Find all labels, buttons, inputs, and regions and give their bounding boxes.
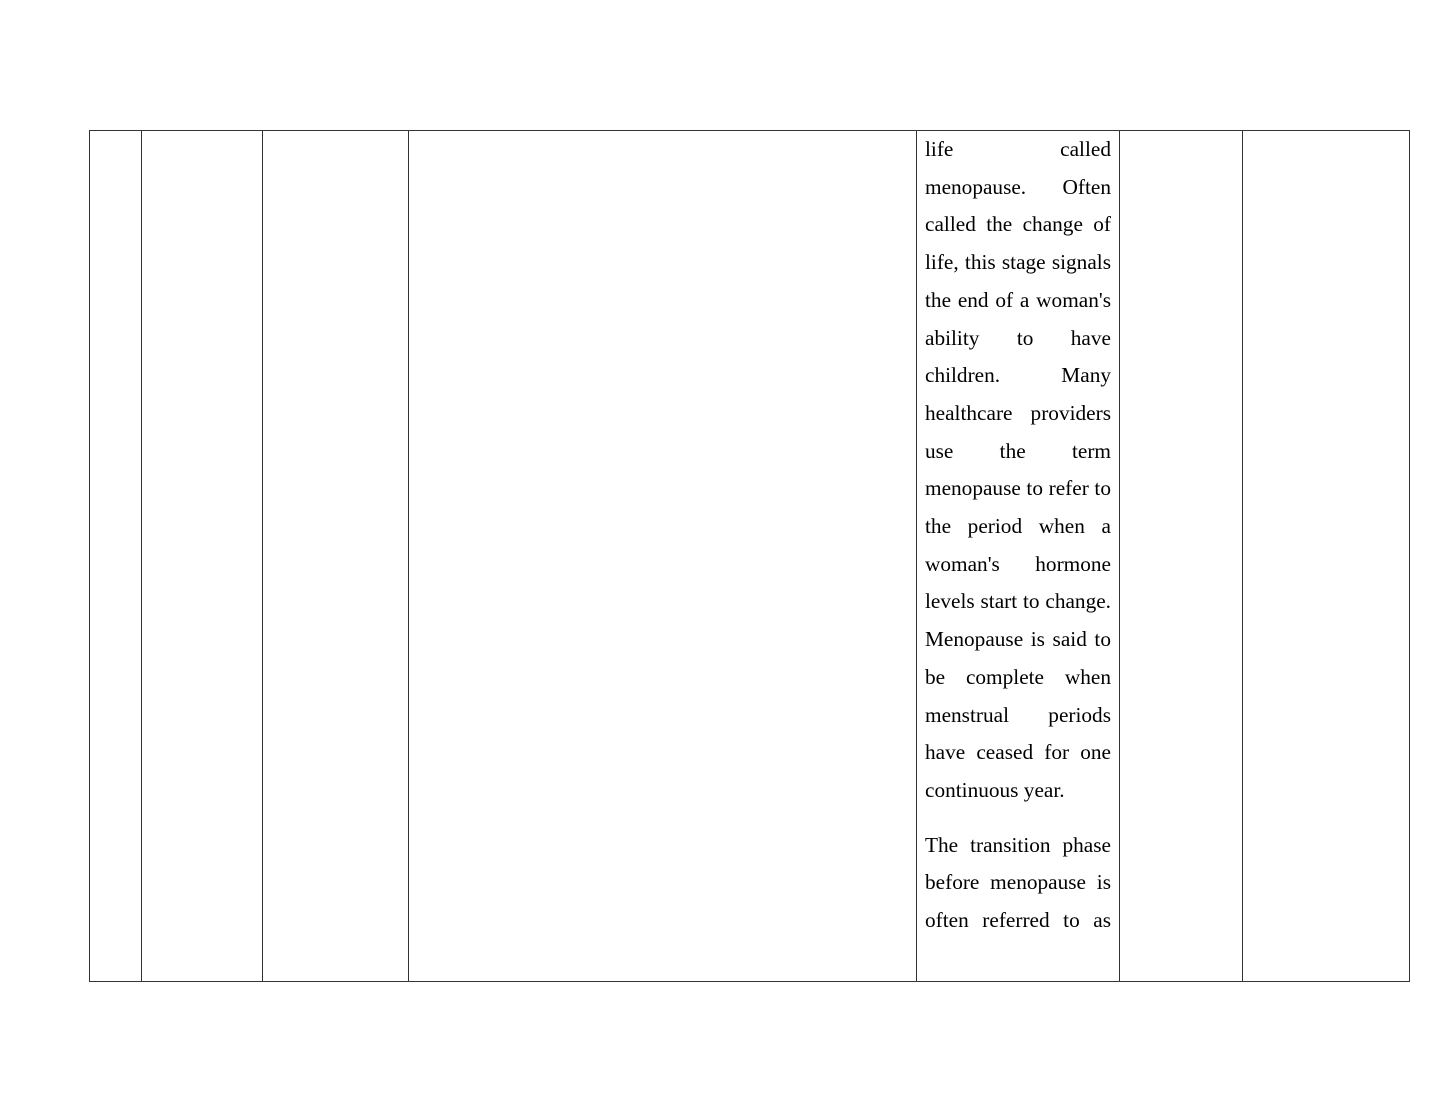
table-cell-description xyxy=(917,131,1120,981)
table-cell-3 xyxy=(263,131,409,981)
table-cell-2 xyxy=(142,131,263,981)
table-cell-4 xyxy=(409,131,917,981)
table-cell-6 xyxy=(1120,131,1243,981)
data-table xyxy=(89,130,1410,982)
menopause-paragraph-continuation: life called menopause. Often called the change of life, this stage signals the end of a woman's ability to have children. Many healthcare providers use the term menopause to refer to the period when a woman's hormone levels start to change. Menopause is said to be complete when menstrual periods have ceased for one continuous year. xyxy=(925,137,1111,802)
transition-phase-paragraph: The transition phase before menopause is often referred to as xyxy=(925,832,1111,933)
table-cell-7 xyxy=(1243,131,1411,981)
table-cell-1 xyxy=(90,131,142,981)
